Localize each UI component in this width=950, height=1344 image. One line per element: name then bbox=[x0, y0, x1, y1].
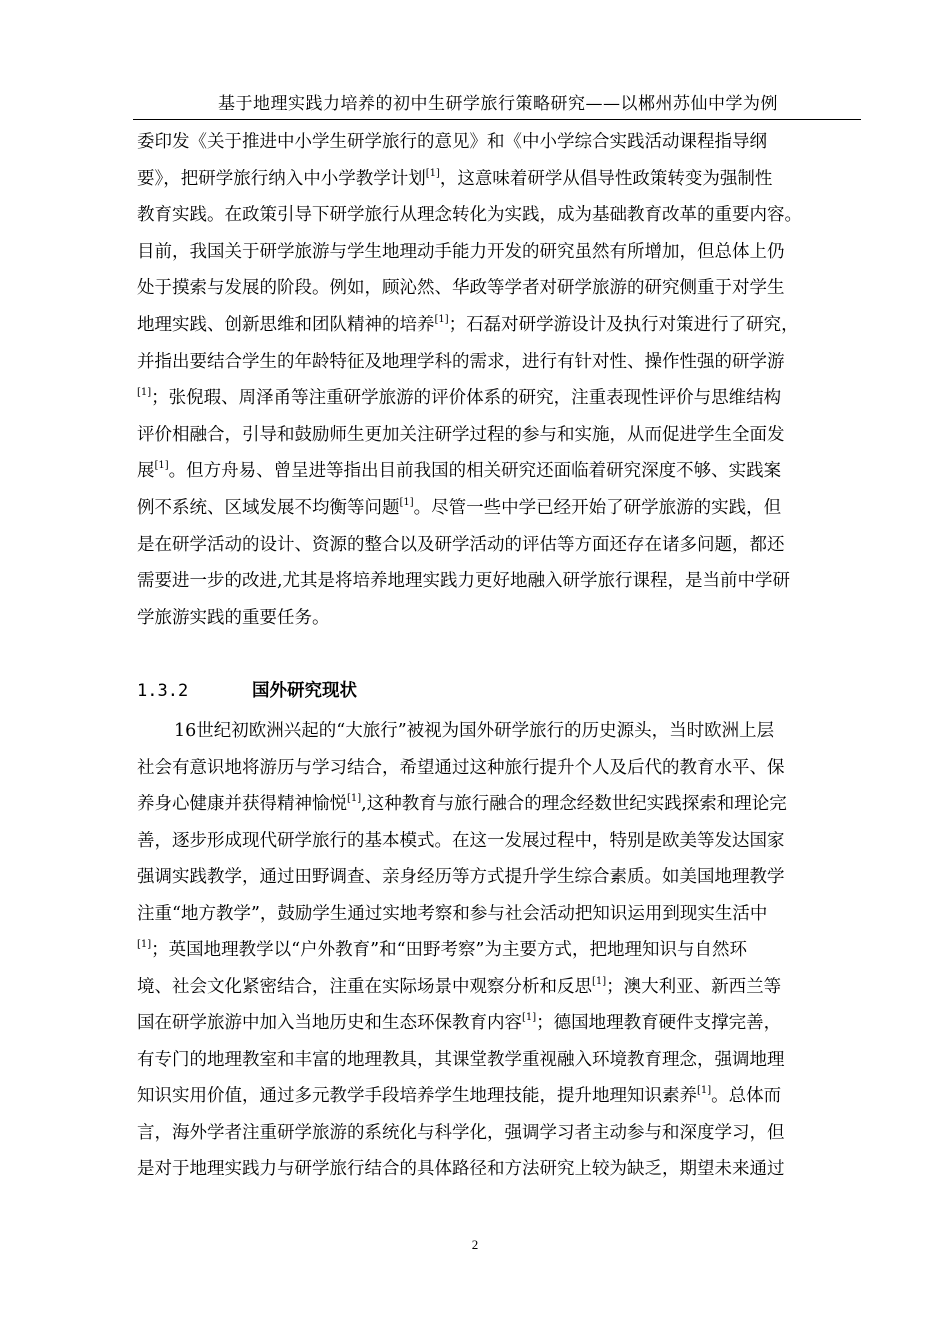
text-line bbox=[137, 902, 877, 926]
citation-marker: [1] bbox=[697, 1085, 712, 1096]
citation-marker: [1] bbox=[425, 167, 440, 179]
text-segment: ；德国地理教育硬件支撑完善， bbox=[536, 1013, 782, 1033]
section-number: 1.3.2 bbox=[137, 681, 189, 701]
text-line bbox=[137, 276, 877, 300]
text-segment: 例不系统、区域发展不均衡等问题 bbox=[137, 498, 400, 518]
citation-marker: [1] bbox=[434, 314, 449, 325]
text-segment: 。尽管一些中学已经开始了研学旅游的实践，但 bbox=[413, 498, 782, 518]
text-line bbox=[137, 240, 877, 264]
text-segment: 评价相融合，引导和鼓励师生更加关注研学过程的参与和实施，从而促进学生全面发 bbox=[137, 424, 785, 445]
text-segment: 注重“地方教学”，鼓励学生通过实地考察和参与社会活动把知识运用到现实生活中 bbox=[137, 903, 768, 924]
text-line bbox=[137, 975, 877, 1002]
text-segment: ；石磊对研学游设计及执行对策进行了研究， bbox=[448, 315, 799, 335]
text-segment: 言，海外学者注重研学旅游的系统化与科学化，强调学习者主动参与和深度学习，但 bbox=[137, 1122, 785, 1143]
text-segment: 养身心健康并获得精神愉悦 bbox=[137, 794, 347, 814]
text-segment: 。但方舟易、曾呈进等指出目前我国的相关研究还面临着研究深度不够、实践案 bbox=[168, 461, 782, 482]
text-line bbox=[174, 719, 857, 743]
citation-marker: [1] bbox=[137, 939, 152, 950]
text-segment: 委印发《关于推进中小学生研学旅行的意见》和《中小学综合实践活动课程指导纲 bbox=[137, 132, 767, 152]
text-segment: 国在研学旅游中加入当地历史和生态环保教育内容 bbox=[137, 1013, 522, 1033]
text-line bbox=[137, 350, 877, 374]
text-segment: ；澳大利亚、新西兰等 bbox=[606, 976, 782, 997]
text-line bbox=[137, 423, 877, 447]
text-line bbox=[137, 1157, 877, 1181]
text-line bbox=[137, 386, 877, 413]
text-segment: 强调实践教学，通过田野调查、亲身经历等方式提升学生综合素质。如美国地理教学 bbox=[137, 867, 785, 887]
text-segment: 并指出要结合学生的年龄特征及地理学科的需求，进行有针对性、操作性强的研学游 bbox=[137, 351, 785, 372]
section-title: 国外研究现状 bbox=[252, 681, 357, 701]
text-segment: 处于摸索与发展的阶段。例如，顾沁然、华政等学者对研学旅游的研究侧重于对学生 bbox=[137, 278, 785, 299]
text-line bbox=[137, 569, 877, 593]
text-segment: ，这意味着研学从倡导性政策转变为强制性 bbox=[439, 168, 773, 189]
text-segment: 善，逐步形成现代研学旅行的基本模式。在这一发展过程中，特别是欧美等发达国家 bbox=[137, 830, 785, 851]
text-line bbox=[137, 130, 877, 154]
text-segment: 是在研学活动的设计、资源的整合以及研学活动的评估等方面还存在诸多问题，都还 bbox=[137, 534, 785, 555]
text-line bbox=[137, 1011, 877, 1038]
text-line bbox=[137, 1121, 877, 1145]
text-line bbox=[137, 459, 877, 486]
text-segment: ；张倪瑕、周泽甬等注重研学旅游的评价体系的研究，注重表现性评价与思维结构 bbox=[151, 388, 782, 409]
text-line bbox=[137, 865, 877, 889]
text-line bbox=[137, 313, 877, 340]
text-segment: 要》，把研学旅行纳入中小学教学计划 bbox=[137, 168, 426, 189]
text-segment: 有专门的地理教室和丰富的地理教具，其课堂教学重视融入环境教育理念，强调地理 bbox=[137, 1049, 785, 1070]
citation-marker: [1] bbox=[154, 460, 169, 472]
page-number: 2 bbox=[471, 1237, 479, 1252]
running-header: 基于地理实践力培养的初中生研学旅行策略研究——以郴州苏仙中学为例 bbox=[218, 94, 778, 114]
text-segment: 学旅游实践的重要任务。 bbox=[137, 607, 330, 628]
citation-marker: [1] bbox=[137, 387, 152, 399]
text-segment: ；英国地理教学以“户外教育”和“田野考察”为主要方式，把地理知识与自然环 bbox=[151, 940, 747, 960]
text-line bbox=[137, 756, 877, 780]
text-segment: 需要进一步的改进,尤其是将培养地理实践力更好地融入研学旅行课程，是当前中学研 bbox=[137, 571, 791, 592]
text-segment: 地理实践、创新思维和团队精神的培养 bbox=[137, 315, 435, 335]
text-line bbox=[137, 1084, 877, 1111]
text-segment: 教育实践。在政策引导下研学旅行从理念转化为实践，成为基础教育改革的重要内容。 bbox=[137, 205, 802, 226]
text-segment: 16世纪初欧洲兴起的“大旅行”被视为国外研学旅行的历史源头，当时欧洲上层 bbox=[174, 721, 775, 741]
text-line bbox=[137, 829, 877, 853]
text-segment: 知识实用价值，通过多元教学手段培养学生地理技能，提升地理知识素养 bbox=[137, 1086, 697, 1106]
text-segment: 目前，我国关于研学旅游与学生地理动手能力开发的研究虽然有所增加，但总体上仍 bbox=[137, 241, 785, 262]
text-line bbox=[137, 938, 877, 965]
text-line bbox=[137, 1048, 877, 1072]
text-segment: 境、社会文化紧密结合，注重在实际场景中观察分析和反思 bbox=[137, 976, 592, 997]
text-line bbox=[137, 533, 877, 557]
text-segment: 社会有意识地将游历与学习结合，希望通过这种旅行提升个人及后代的教育水平、保 bbox=[137, 757, 785, 778]
citation-marker: [1] bbox=[399, 497, 414, 508]
text-segment: 是对于地理实践力与研学旅行结合的具体路径和方法研究上较为缺乏，期望未来通过 bbox=[137, 1159, 785, 1179]
text-line bbox=[137, 203, 877, 227]
citation-marker: [1] bbox=[522, 1012, 537, 1023]
text-segment: 。总体而 bbox=[711, 1086, 782, 1106]
text-line bbox=[137, 496, 877, 523]
text-line bbox=[137, 792, 877, 819]
text-line bbox=[137, 606, 877, 630]
text-segment: 展 bbox=[137, 461, 155, 482]
citation-marker: [1] bbox=[592, 975, 607, 987]
text-segment: ,这种教育与旅行融合的理念经数世纪实践探索和理论完 bbox=[361, 794, 787, 814]
citation-marker: [1] bbox=[347, 793, 362, 804]
header-rule bbox=[133, 119, 861, 120]
text-line bbox=[137, 167, 877, 194]
